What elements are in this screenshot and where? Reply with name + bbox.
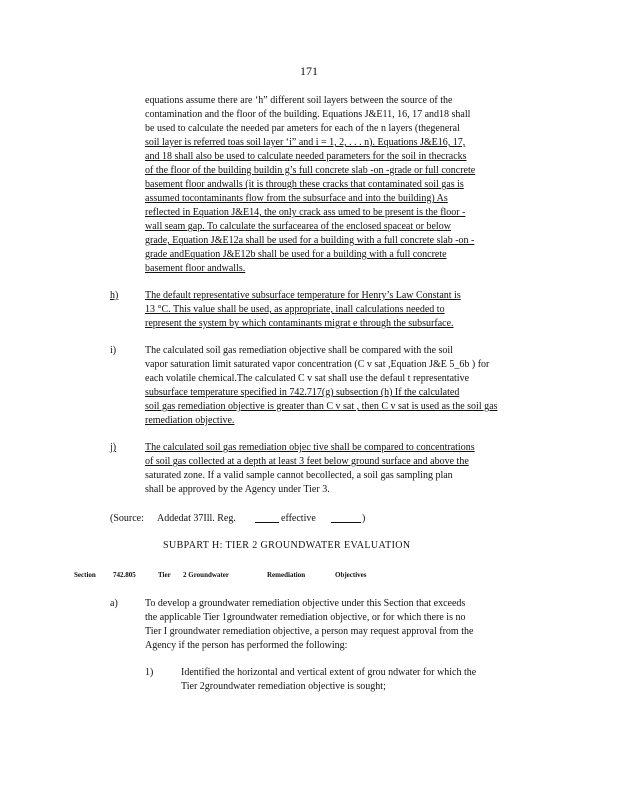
- subsection-a-marker: a): [110, 598, 118, 609]
- subitem-1-line-1: Identified the horizontal and vertical extent of grou ndwater for which the: [181, 667, 477, 678]
- subpart-heading: SUBPART H: TIER 2 GROUNDWATER EVALUATION: [163, 540, 411, 551]
- section-label: Section: [74, 571, 96, 579]
- subitem-1-marker: 1): [145, 667, 154, 678]
- item-j-line-2: of soil gas collected at a depth at least 3 feet below ground surface and above the: [145, 456, 469, 467]
- item-i-line-5: soil gas remediation objective is greater than C v sat , then C v sat is used as the soil gas: [145, 401, 498, 412]
- item-i-line-3: each volatile chemical.The calculated C v sat shall use the defaul t representative: [145, 373, 470, 384]
- intro-line-10: wall seam gap. To calculate the surfacearea of the enclosed spaceat or below: [145, 221, 451, 232]
- item-i-line-6: remediation objective.: [145, 415, 235, 426]
- item-h-line-2: 13 °C. This value shall be used, as appropriate, inall calculations needed to: [145, 304, 445, 315]
- intro-line-12: grade andEquation J&E12b shall be used for a building with a full concrete: [145, 249, 447, 260]
- section-number: 742.805: [113, 571, 136, 579]
- section-title-objectives: Objectives: [335, 571, 367, 579]
- item-j-line-1: The calculated soil gas remediation objec tive shall be compared to concentrations: [145, 442, 475, 453]
- intro-line-1: equations assume there are ‘h” different soil layers between the source of the: [145, 95, 453, 106]
- intro-line-5: and 18 shall also be used to calculate needed parameters for the soil in thecracks: [145, 151, 467, 162]
- intro-line-2: contamination and the floor of the building. Equations J&E11, 16, 17 and18 shall: [145, 109, 471, 120]
- item-h-marker: h): [110, 290, 119, 301]
- intro-line-6: of the floor of the building buildin g’s full concrete slab -on -grade or full concrete: [145, 165, 476, 176]
- item-i-line-2: vapor saturation limit saturated vapor concentration (C v sat ,Equation J&E 5_6b ) for: [145, 359, 490, 370]
- source-label: (Source:: [110, 513, 144, 524]
- source-blank-1: [255, 522, 279, 523]
- intro-line-9: reflected in Equation J&E14, the only crack ass umed to be present is the floor -: [145, 207, 466, 218]
- item-h-line-3: represent the system by which contaminants migrat e through the subsurface.: [145, 318, 454, 329]
- subsection-a-line-4: Agency if the person has performed the following:: [145, 640, 348, 651]
- source-close: ): [362, 513, 366, 524]
- item-j-line-4: shall be approved by the Agency under Tier 3.: [145, 484, 330, 495]
- intro-line-8: assumed tocontaminants flow from the subsurface and into the building) As: [145, 193, 448, 204]
- item-i-line-4: subsurface temperature specified in 742.717(g) subsection (h) If the calculated: [145, 387, 460, 398]
- item-j-marker: j): [110, 442, 117, 453]
- intro-line-7: basement floor andwalls (it is through these cracks that contaminated soil gas is: [145, 179, 464, 190]
- section-title-groundwater: 2 Groundwater: [183, 571, 229, 579]
- item-i-line-1: The calculated soil gas remediation objective shall be compared with the soil: [145, 345, 453, 356]
- source-register: Addedat 37Ill. Reg.: [157, 513, 236, 524]
- subsection-a-line-2: the applicable Tier 1groundwater remediation objective, or for which there is no: [145, 612, 466, 623]
- subitem-1-line-2: Tier 2groundwater remediation objective is sought;: [181, 681, 386, 692]
- item-i-marker: i): [110, 345, 117, 356]
- subsection-a-line-1: To develop a groundwater remediation objective under this Section that exceeds: [145, 598, 466, 609]
- page-number: 171: [300, 64, 318, 78]
- item-h-line-1: The default representative subsurface temperature for Henry’s Law Constant is: [145, 290, 461, 301]
- section-title-remediation: Remediation: [267, 571, 306, 579]
- intro-line-4: soil layer is referred toas soil layer ‘i” and i = 1, 2, . . . n). Equations J&E16, 17,: [145, 137, 466, 148]
- source-effective: effective: [281, 513, 316, 524]
- intro-line-13: basement floor andwalls.: [145, 263, 246, 274]
- intro-line-3: be used to calculate the needed par ameters for each of the n layers (thegeneral: [145, 123, 460, 134]
- source-blank-2: [331, 522, 361, 523]
- intro-line-11: grade, Equation J&E12a shall be used for a building with a full concrete slab -on -: [145, 235, 475, 246]
- item-j-line-3: saturated zone. If a valid sample cannot becollected, a soil gas sampling plan: [145, 470, 453, 481]
- section-title-tier: Tier: [158, 571, 171, 579]
- subsection-a-line-3: Tier I groundwater remediation objective, a person may request approval from the: [145, 626, 474, 637]
